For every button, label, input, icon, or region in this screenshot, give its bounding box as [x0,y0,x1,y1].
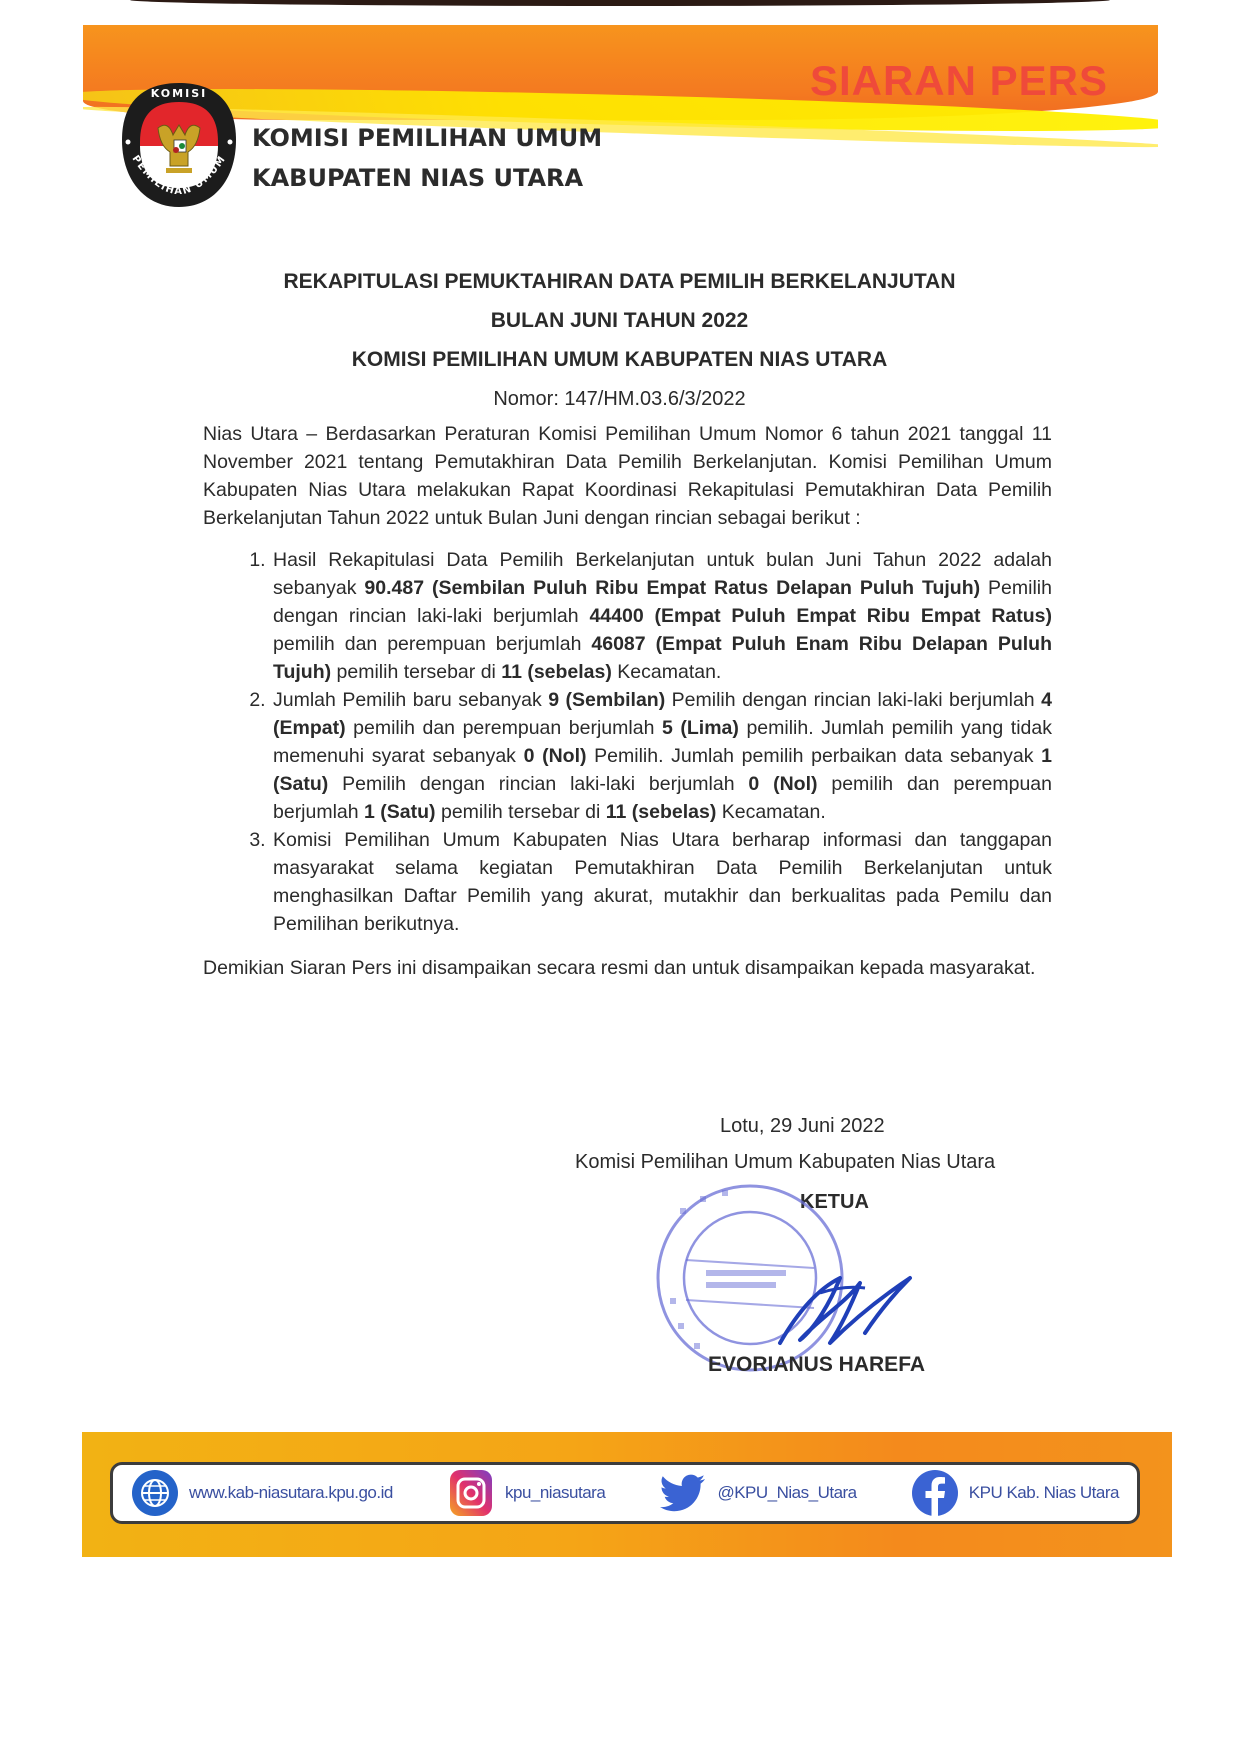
kpu-logo [118,80,240,210]
facebook-icon [911,1469,959,1517]
facebook-link[interactable] [911,1469,1119,1517]
place-date: Lotu, 29 Juni 2022 [720,1115,885,1137]
document-number: Nomor: 147/HM.03.6/3/2022 [493,388,746,410]
header-banner [83,25,1158,150]
list-item: 3. Komisi Pemilihan Umum Kabupaten Nias Utara berharap informasi dan tanggapan masyarakat selama kegiatan Pemutakhiran Data Pemilih Berkelanjutan untuk menghasilkan Daftar Pemilih yang akurat, mutakhir dan berkualitas pada Pemilu dan Pemilihan berikutnya. [271,826,1052,938]
website-link[interactable] [131,1469,393,1517]
signer-position: KETUA [800,1191,869,1213]
twitter-link[interactable] [659,1469,856,1517]
title-line-3: KOMISI PEMILIHAN UMUM KABUPATEN NIAS UTARA [351,348,888,371]
instagram-icon [447,1469,495,1517]
org-line-2: KABUPATEN NIAS UTARA [252,164,584,192]
website-label: www.kab-niasutara.kpu.go.id [189,1483,393,1502]
footer-contact-bar [82,1432,1172,1557]
findings-list [203,546,1052,938]
signature-icon [760,1248,920,1358]
contact-strip [110,1462,1140,1524]
document-title-block [0,262,1239,419]
twitter-label: @KPU_Nias_Utara [717,1483,857,1502]
intro-paragraph: Nias Utara – Berdasarkan Peraturan Komisi Pemilihan Umum Nomor 6 tahun 2021 tanggal 11 November 2021 tentang Pemutakhiran Data Pemilih Berkelanjutan. Komisi Pemilihan Umum Kabupaten Nias Utara melakukan Rapat Koordinasi Rekapitulasi Pemutakhiran Data Pemilih Berkelanjutan Tahun 2022 untuk Bulan Juni dengan rincian sebagai berikut : [203,423,1052,529]
closing-paragraph: Demikian Siaran Pers ini disampaikan secara resmi dan untuk disampaikan kepada masyarakat. [203,957,1036,979]
list-item: 2. Jumlah Pemilih baru sebanyak 9 (Sembilan) Pemilih dengan rincian laki-laki berjumlah 4 (Empat) pemilih dan perempuan berjumlah 5 (Lima) pemilih. Jumlah pemilih yang tidak memenuhi syarat sebanyak 0 (Nol) Pemilih. Jumlah pemilih perbaikan data sebanyak 1 (Satu) Pemilih dengan rincian laki-laki berjumlah 0 (Nol) pemilih dan perempuan berjumlah 1 (Satu) pemilih tersebar di 11 (sebelas) Kecamatan. [271,686,1052,826]
signature-block [560,1108,1060,1213]
list-item: 1. Hasil Rekapitulasi Data Pemilih Berkelanjutan untuk bulan Juni Tahun 2022 adalah sebanyak 90.487 (Sembilan Puluh Ribu Empat Ratus Delapan Puluh Tujuh) Pemilih dengan rincian laki-laki berjumlah 44400 (Empat Puluh Empat Ribu Empat Ratus) pemilih dan perempuan berjumlah 46087 (Empat Puluh Enam Ribu Delapan Puluh Tujuh) pemilih tersebar di 11 (sebelas) Kecamatan. [271,546,1052,686]
svg-text:PEMILIHAN UMUM: PEMILIHAN UMUM [129,153,229,198]
org-line-1: KOMISI PEMILIHAN UMUM [252,124,603,152]
instagram-link[interactable] [447,1469,605,1517]
title-line-2: BULAN JUNI TAHUN 2022 [490,309,749,332]
instagram-label: kpu_niasutara [504,1483,606,1502]
garuda-emblem-icon [118,80,240,210]
svg-text:KOMISI: KOMISI [150,87,208,100]
document-body [203,420,1052,982]
twitter-icon [659,1469,707,1517]
title-line-1: REKAPITULASI PEMUKTAHIRAN DATA PEMILIH BERKELANJUTAN [283,270,956,293]
facebook-label: KPU Kab. Nias Utara [968,1483,1119,1502]
organization-name [252,118,602,198]
scan-edge [130,0,1110,6]
signing-organization: Komisi Pemilihan Umum Kabupaten Nias Utara [575,1151,996,1173]
press-release-label: SIARAN PERS [809,57,1108,104]
globe-icon [131,1469,179,1517]
signer-name: EVORIANUS HAREFA [708,1353,926,1376]
